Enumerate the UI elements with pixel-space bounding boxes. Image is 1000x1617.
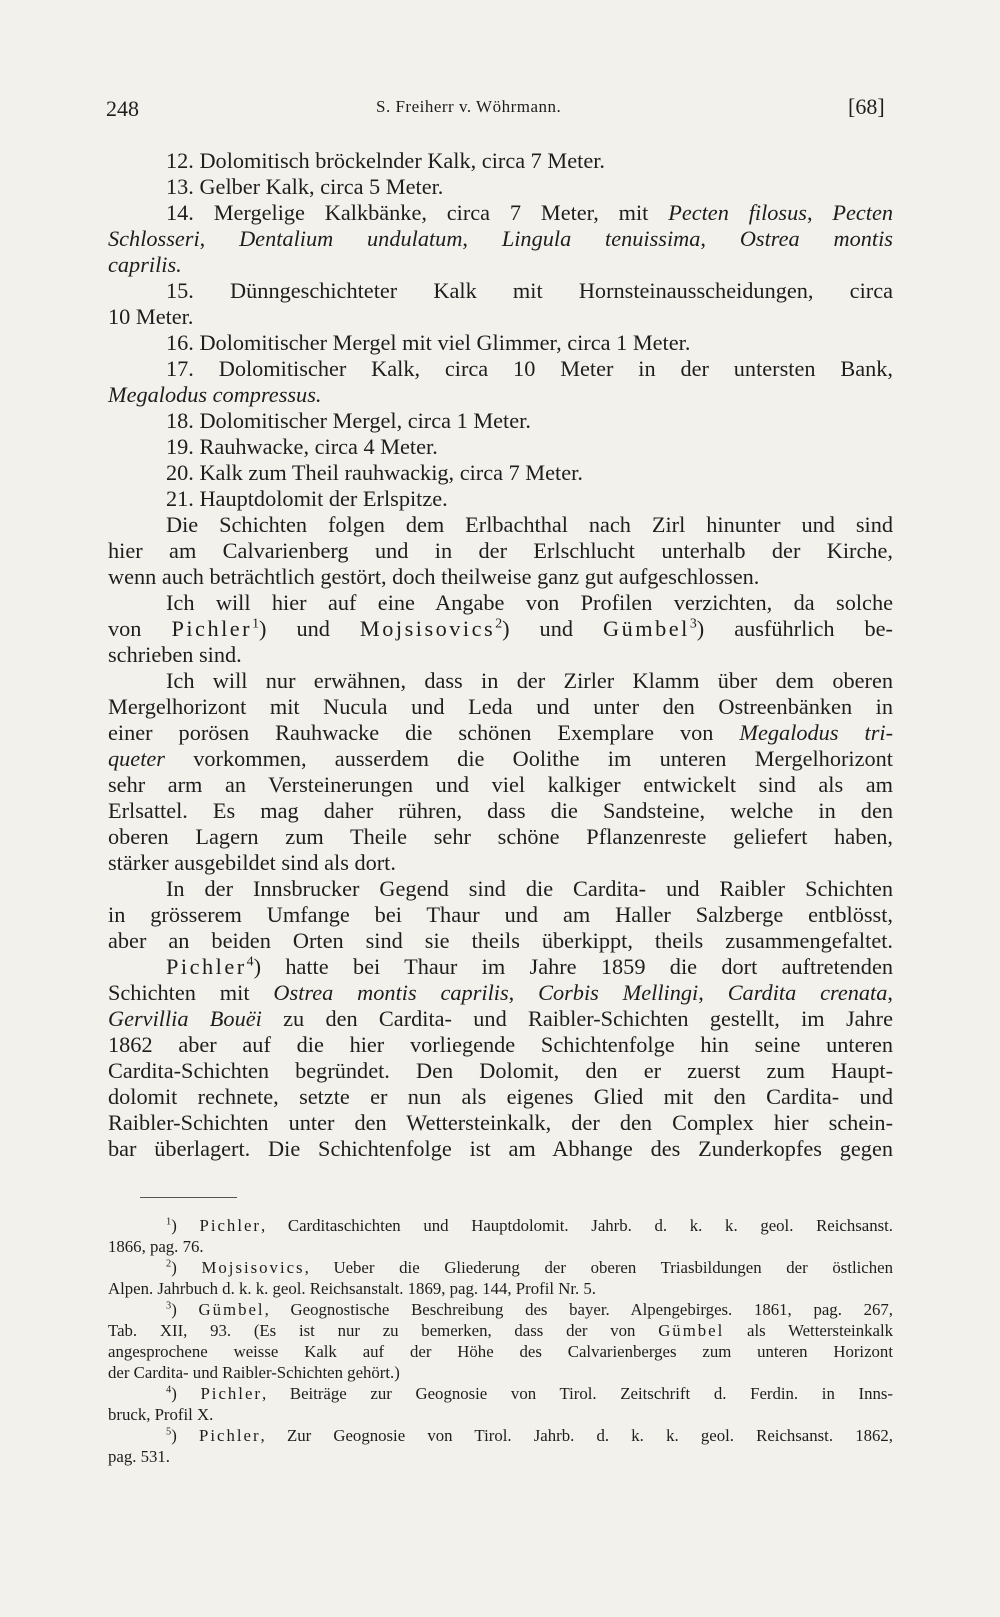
author-name: Gümbel bbox=[198, 1300, 265, 1319]
paragraph-line bbox=[108, 1058, 893, 1084]
text-run: , Zur Geognosie von Tirol. Jahrb. d. k. k. geol. Reichsanst. 1862, bbox=[260, 1426, 893, 1445]
list-item-20 bbox=[166, 460, 583, 486]
text-run: in grösserem Umfange bei Thaur und am Haller Salzberge entblösst, bbox=[108, 902, 893, 927]
paragraph-line bbox=[108, 1136, 893, 1162]
paragraph-line bbox=[166, 590, 893, 616]
text-run: , bbox=[199, 226, 240, 251]
text-run: Ich will hier auf eine Angabe von Profilen verzichten, da solche bbox=[166, 590, 893, 615]
text-run: ) bbox=[171, 1258, 202, 1277]
list-item-15 bbox=[166, 278, 893, 304]
paragraph-line bbox=[108, 1032, 893, 1058]
text-run: Die Schichten folgen dem Erlbachthal nach Zirl hinunter und sind bbox=[166, 512, 893, 537]
list-item-19 bbox=[166, 434, 438, 460]
text-run: bruck, Profil X. bbox=[108, 1405, 214, 1424]
text-run: 19. Rauhwacke, circa 4 Meter. bbox=[166, 434, 438, 459]
text-run: , bbox=[508, 980, 539, 1005]
page-number: 248 bbox=[106, 96, 139, 121]
text-run: zu den Cardita- und Raibler-Schichten gestellt, im Jahre bbox=[261, 1006, 893, 1031]
italic-term: Schlosseri bbox=[108, 226, 200, 251]
text-run: ) hatte bei Thaur im Jahre 1859 die dort auftretenden bbox=[253, 954, 893, 979]
paragraph-line bbox=[108, 798, 893, 824]
text-run: 14. Mergelige Kalkbänke, circa 7 Meter, mit bbox=[166, 200, 669, 225]
text-run: aber an beiden Orten sind sie theils überkippt, theils zusammengefaltet. bbox=[108, 928, 893, 953]
text-run: 17. Dolomitischer Kalk, circa 10 Meter in der untersten Bank, bbox=[166, 356, 893, 381]
footnote-3-cont bbox=[108, 1321, 893, 1341]
paragraph-line bbox=[108, 746, 893, 772]
text-run: oberen Lagern zum Theile sehr schöne Pflanzenreste geliefert haben, bbox=[108, 824, 893, 849]
text-run: 1862 aber auf die hier vorliegende Schichtenfolge hin seine unteren bbox=[108, 1032, 893, 1057]
paragraph-line bbox=[108, 564, 759, 590]
text-run: ) bbox=[171, 1300, 199, 1319]
italic-term: Pecten bbox=[832, 200, 894, 225]
text-run: 15. Dünngeschichteter Kalk mit Hornsteinausscheidungen, circa bbox=[166, 278, 893, 303]
paragraph-line bbox=[108, 902, 893, 928]
italic-term: Ostrea montis bbox=[739, 226, 893, 251]
text-run: vorkommen, ausserdem die Oolithe im unteren Mergelhorizont bbox=[164, 746, 893, 771]
text-run: , bbox=[698, 980, 728, 1005]
text-run: 10 Meter. bbox=[108, 304, 194, 329]
footnote-marker: 1 bbox=[252, 615, 260, 631]
footnote-2-cont bbox=[108, 1279, 596, 1299]
paragraph-line bbox=[108, 694, 893, 720]
footnote-2 bbox=[166, 1258, 893, 1278]
footnote-4-cont bbox=[108, 1405, 213, 1425]
text-run: stärker ausgebildet sind als dort. bbox=[108, 850, 396, 875]
italic-term: Ostrea montis caprilis bbox=[273, 980, 509, 1005]
text-run: 13. Gelber Kalk, circa 5 Meter. bbox=[166, 174, 444, 199]
text-run: einer porösen Rauhwacke die schönen Exemplare von bbox=[108, 720, 740, 745]
paragraph-line bbox=[166, 954, 893, 980]
footnote-marker: 2 bbox=[166, 1258, 172, 1270]
paragraph-line bbox=[108, 1006, 893, 1032]
italic-term: Megalodus compressus. bbox=[108, 382, 322, 407]
author-name: Pichler bbox=[199, 1216, 262, 1235]
text-run: , bbox=[700, 226, 740, 251]
footnote-5 bbox=[166, 1426, 893, 1446]
list-item-12 bbox=[166, 148, 605, 174]
list-item-18 bbox=[166, 408, 531, 434]
author-name: Mojsisovics bbox=[201, 1258, 305, 1277]
list-item-17 bbox=[166, 356, 893, 382]
paragraph-line bbox=[108, 1110, 893, 1136]
paragraph-line bbox=[108, 616, 893, 642]
text-run: ) bbox=[171, 1216, 200, 1235]
text-run: Alpen. Jahrbuch d. k. k. geol. Reichsanstalt. 1869, pag. 144, Profil Nr. 5. bbox=[108, 1279, 596, 1298]
list-item-16 bbox=[166, 330, 690, 356]
text-run: ) und bbox=[259, 616, 360, 641]
text-run: schrieben sind. bbox=[108, 642, 242, 667]
paragraph-line bbox=[108, 538, 893, 564]
text-run: angesprochene weisse Kalk auf der Höhe des Calvarienberges zum unteren Horizont bbox=[108, 1342, 893, 1361]
text-run: der Cardita- und Raibler-Schichten gehört.) bbox=[108, 1363, 400, 1382]
text-run: als Wettersteinkalk bbox=[724, 1321, 894, 1340]
italic-term: Cardita crenata bbox=[727, 980, 888, 1005]
text-run: , Beiträge zur Geognosie von Tirol. Zeitschrift d. Ferdin. in Inns- bbox=[262, 1384, 893, 1403]
paragraph-line bbox=[108, 928, 893, 954]
italic-term: caprilis. bbox=[108, 252, 182, 277]
text-run: sehr arm an Versteinerungen und viel kalkiger entwickelt sind als am bbox=[108, 772, 893, 797]
footnote-marker: 3 bbox=[689, 615, 697, 631]
footnote-marker: 2 bbox=[495, 615, 503, 631]
footnote-marker: 5 bbox=[166, 1426, 172, 1438]
text-run: Mergelhorizont mit Nucula und Leda und unter den Ostreenbänken in bbox=[108, 694, 893, 719]
italic-term: Gervillia Bouëi bbox=[108, 1006, 262, 1031]
text-run: Raibler-Schichten unter den Wettersteinkalk, der den Complex hier schein- bbox=[108, 1110, 893, 1135]
text-run: hier am Calvarienberg und in der Erlschlucht unterhalb der Kirche, bbox=[108, 538, 893, 563]
text-run: 20. Kalk zum Theil rauhwackig, circa 7 Meter. bbox=[166, 460, 583, 485]
footnote-marker: 4 bbox=[246, 953, 254, 969]
italic-term: Pecten filosus bbox=[668, 200, 807, 225]
footnote-1 bbox=[166, 1216, 893, 1236]
footnote-1-cont bbox=[108, 1237, 204, 1257]
text-run: 18. Dolomitischer Mergel, circa 1 Meter. bbox=[166, 408, 531, 433]
list-item-14-cont bbox=[108, 226, 893, 252]
author-name: Pichler bbox=[199, 1426, 261, 1445]
paragraph-line bbox=[108, 824, 893, 850]
text-run: , bbox=[462, 226, 502, 251]
text-run: , bbox=[806, 200, 833, 225]
text-run: Cardita-Schichten begründet. Den Dolomit, den er zuerst zum Haupt- bbox=[108, 1058, 893, 1083]
footnote-5-cont bbox=[108, 1447, 170, 1467]
footnote-marker: 3 bbox=[166, 1300, 172, 1312]
footnote-rule bbox=[140, 1197, 237, 1198]
text-run: pag. 531. bbox=[108, 1447, 170, 1466]
text-run: In der Innsbrucker Gegend sind die Cardita- und Raibler Schichten bbox=[166, 876, 893, 901]
text-run: ) und bbox=[502, 616, 604, 641]
list-item-13 bbox=[166, 174, 443, 200]
paragraph-line bbox=[166, 668, 893, 694]
text-run: von bbox=[108, 616, 172, 641]
list-item-14 bbox=[166, 200, 893, 226]
bracket-page-number: [68] bbox=[848, 94, 885, 119]
text-run: Erlsattel. Es mag daher rühren, dass die Sandsteine, welche in den bbox=[108, 798, 893, 823]
text-run: bar überlagert. Die Schichtenfolge ist am Abhange des Zunderkopfes gegen bbox=[108, 1136, 893, 1161]
author-name: Gümbel bbox=[658, 1321, 725, 1340]
author-name: Gümbel bbox=[603, 616, 690, 641]
text-run: , Ueber die Gliederung der oberen Triasbildungen der östlichen bbox=[304, 1258, 893, 1277]
text-run: ) bbox=[171, 1384, 201, 1403]
paragraph-line bbox=[108, 720, 893, 746]
author-name: Pichler bbox=[166, 954, 247, 979]
paragraph-line bbox=[108, 1084, 893, 1110]
footnote-4 bbox=[166, 1384, 893, 1404]
italic-term: Megalodus tri- bbox=[739, 720, 893, 745]
paragraph-line bbox=[166, 876, 893, 902]
footnote-marker: 1 bbox=[166, 1216, 172, 1228]
text-run: 21. Hauptdolomit der Erlspitze. bbox=[166, 486, 448, 511]
text-run: Ich will nur erwähnen, dass in der Zirler Klamm über dem oberen bbox=[166, 668, 893, 693]
author-name: Mojsisovics bbox=[359, 616, 496, 641]
text-run: , bbox=[887, 980, 893, 1005]
italic-term: queter bbox=[108, 746, 165, 771]
italic-term: Corbis Mellingi bbox=[538, 980, 699, 1005]
italic-term: Lingula tenuissima bbox=[501, 226, 701, 251]
text-run: 16. Dolomitischer Mergel mit viel Glimmer, circa 1 Meter. bbox=[166, 330, 691, 355]
footnote-3-cont bbox=[108, 1342, 893, 1362]
text-run: Schichten mit bbox=[108, 980, 274, 1005]
text-run: , Geognostische Beschreibung des bayer. Alpengebirges. 1861, pag. 267, bbox=[264, 1300, 893, 1319]
running-title: S. Freiherr v. Wöhrmann. bbox=[376, 97, 562, 116]
paragraph-line bbox=[108, 980, 893, 1006]
footnote-3 bbox=[166, 1300, 893, 1320]
text-run: dolomit rechnete, setzte er nun als eigenes Glied mit den Cardita- und bbox=[108, 1084, 893, 1109]
list-item-14-cont bbox=[108, 252, 182, 278]
list-item-17-cont bbox=[108, 382, 321, 408]
italic-term: Dentalium undulatum bbox=[239, 226, 463, 251]
text-run: 1866, pag. 76. bbox=[108, 1237, 204, 1256]
author-name: Pichler bbox=[171, 616, 253, 641]
text-run: 12. Dolomitisch bröckelnder Kalk, circa 7 Meter. bbox=[166, 148, 605, 173]
paragraph-line bbox=[166, 512, 893, 538]
list-item-21 bbox=[166, 486, 448, 512]
footnote-marker: 4 bbox=[166, 1384, 172, 1396]
text-run: Tab. XII, 93. (Es ist nur zu bemerken, dass der von bbox=[108, 1321, 659, 1340]
text-run: ) bbox=[171, 1426, 199, 1445]
footnote-3-cont bbox=[108, 1363, 400, 1383]
paragraph-line bbox=[108, 772, 893, 798]
text-run: wenn auch beträchtlich gestört, doch theilweise ganz gut aufgeschlossen. bbox=[108, 564, 760, 589]
text-run: , Carditaschichten und Hauptdolomit. Jahrb. d. k. k. geol. Reichsanst. bbox=[261, 1216, 893, 1235]
paragraph-line bbox=[108, 850, 396, 876]
author-name: Pichler bbox=[200, 1384, 263, 1403]
text-run: ) ausführlich be- bbox=[696, 616, 893, 641]
paragraph-line bbox=[108, 642, 242, 668]
list-item-15-cont bbox=[108, 304, 193, 330]
